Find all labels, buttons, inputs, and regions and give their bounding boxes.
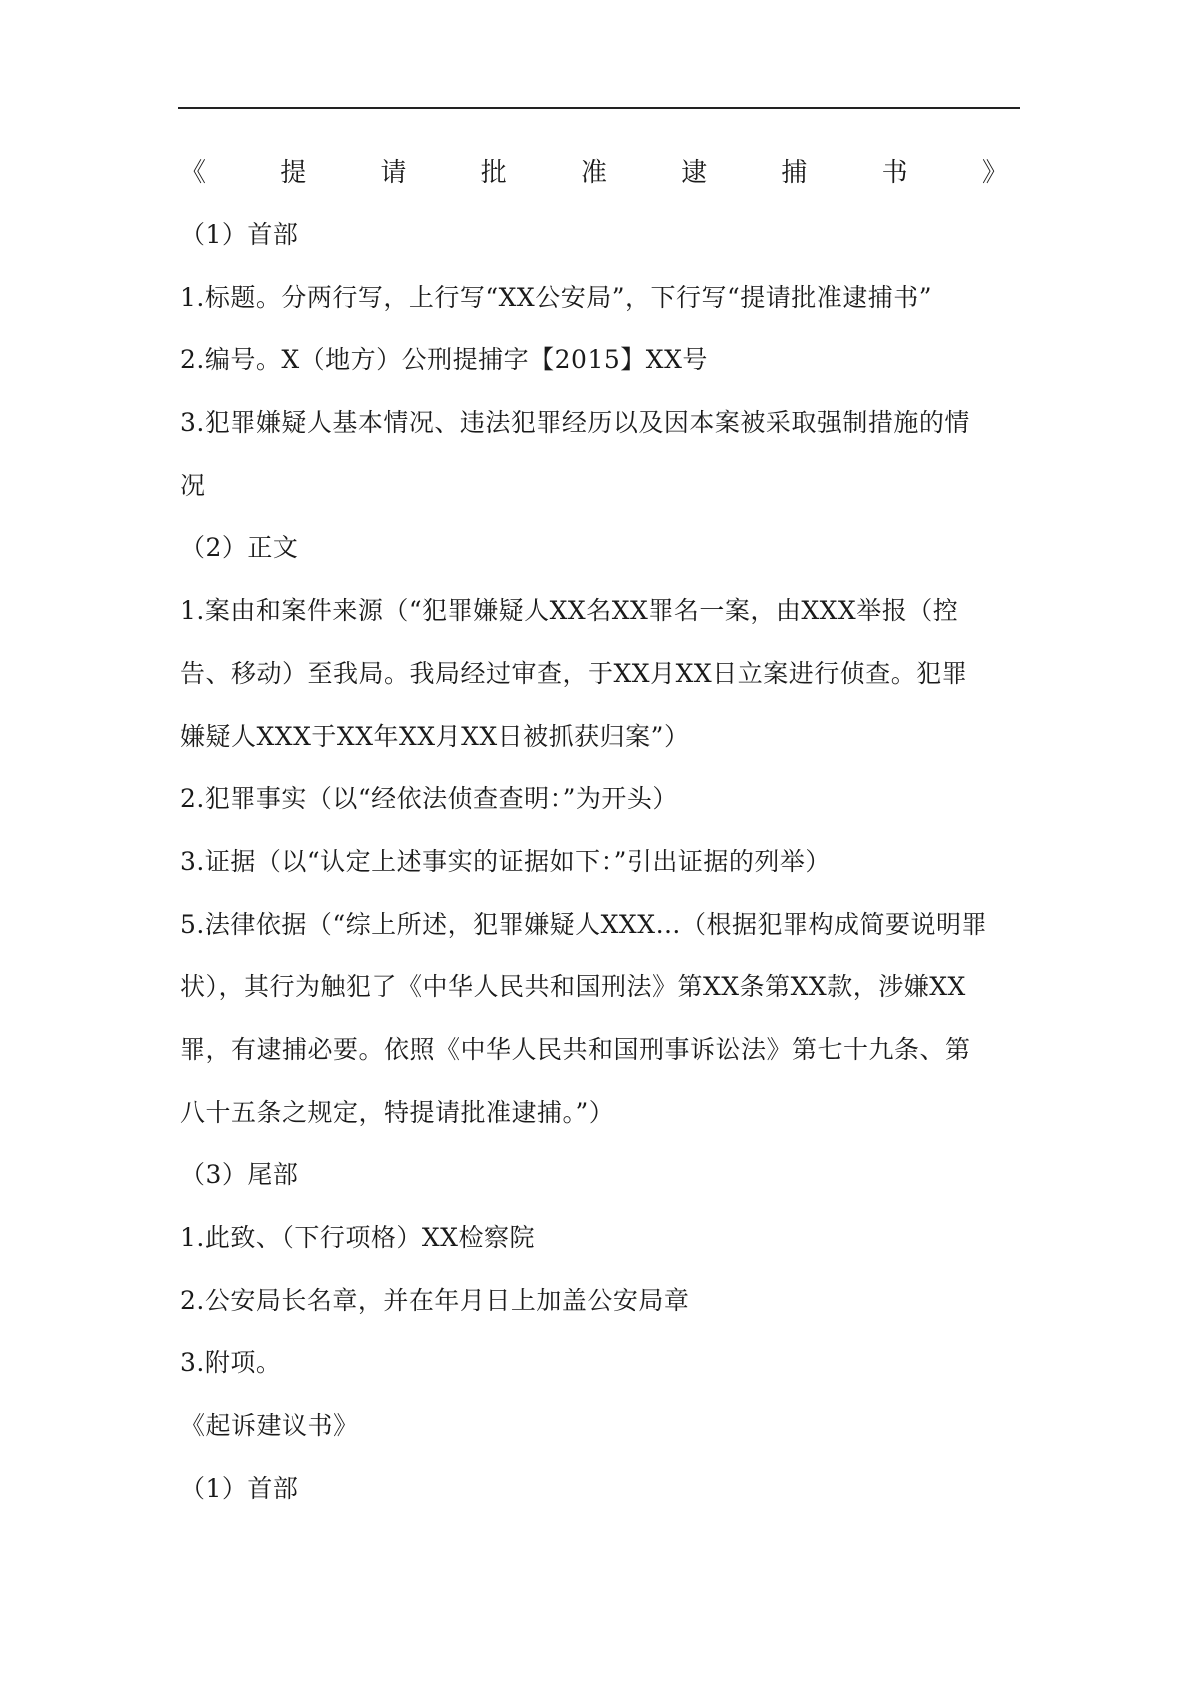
paragraph-line: 3.附项。 <box>180 1348 282 1378</box>
paragraph-line: 3.犯罪嫌疑人基本情况、违法犯罪经历以及因本案被采取强制措施的情 <box>180 408 970 438</box>
section-heading-body: （2）正文 <box>180 533 299 563</box>
document-body <box>180 142 1010 1520</box>
document-title <box>180 142 1008 204</box>
paragraph-line: 1.标题。分两行写，上行写“XX公安局”，下行写“提请批准逮捕书” <box>180 282 933 312</box>
paragraph-line: 状），其行为触犯了《中华人民共和国刑法》第XX条第XX款，涉嫌XX <box>180 972 966 1002</box>
section-heading-header: （1）首部 <box>180 1473 299 1503</box>
paragraph-line: 告、移动）至我局。我局经过审查，于XX月XX日立案进行侦查。犯罪 <box>180 658 968 688</box>
title-char: 请 <box>380 158 407 188</box>
paragraph-line: 况 <box>180 470 206 500</box>
paragraph-line: 2.犯罪事实（以“经依法侦查查明：”为开头） <box>180 784 678 814</box>
title-char: 《 <box>180 158 207 188</box>
paragraph-line: 5.法律依据（“综上所述，犯罪嫌疑人XXX…（根据犯罪构成简要说明罪 <box>180 909 988 939</box>
header-rule <box>178 107 1020 109</box>
title-char: 逮 <box>681 158 708 188</box>
title-char: 捕 <box>781 158 808 188</box>
title-char: 批 <box>480 158 507 188</box>
paragraph-line: 嫌疑人XXX于XX年XX月XX日被抓获归案”） <box>180 721 690 751</box>
paragraph-line: 3.证据（以“认定上述事实的证据如下：”引出证据的列举） <box>180 846 831 876</box>
paragraph-line: 2.公安局长名章，并在年月日上加盖公安局章 <box>180 1285 690 1315</box>
title-char: 准 <box>580 158 607 188</box>
title-char: 提 <box>280 158 307 188</box>
paragraph-line: 1.此致、（下行项格）XX检察院 <box>180 1223 535 1252</box>
title-char: 书 <box>881 158 908 188</box>
paragraph-line: 2.编号。X（地方）公刑提捕字【2015】XX号 <box>180 345 708 375</box>
paragraph-line: 1.案由和案件来源（“犯罪嫌疑人XX名XX罪名一案，由XXX举报（控 <box>180 596 959 626</box>
paragraph-line: 罪，有逮捕必要。依照《中华人民共和国刑事诉讼法》第七十九条、第 <box>180 1034 971 1064</box>
section-heading-footer: （3）尾部 <box>180 1160 299 1190</box>
paragraph-line: 八十五条之规定，特提请批准逮捕。”） <box>180 1097 615 1127</box>
title-char: 》 <box>981 158 1008 188</box>
section-heading-header: （1）首部 <box>180 220 299 249</box>
subdocument-title: 《起诉建议书》 <box>180 1411 359 1441</box>
